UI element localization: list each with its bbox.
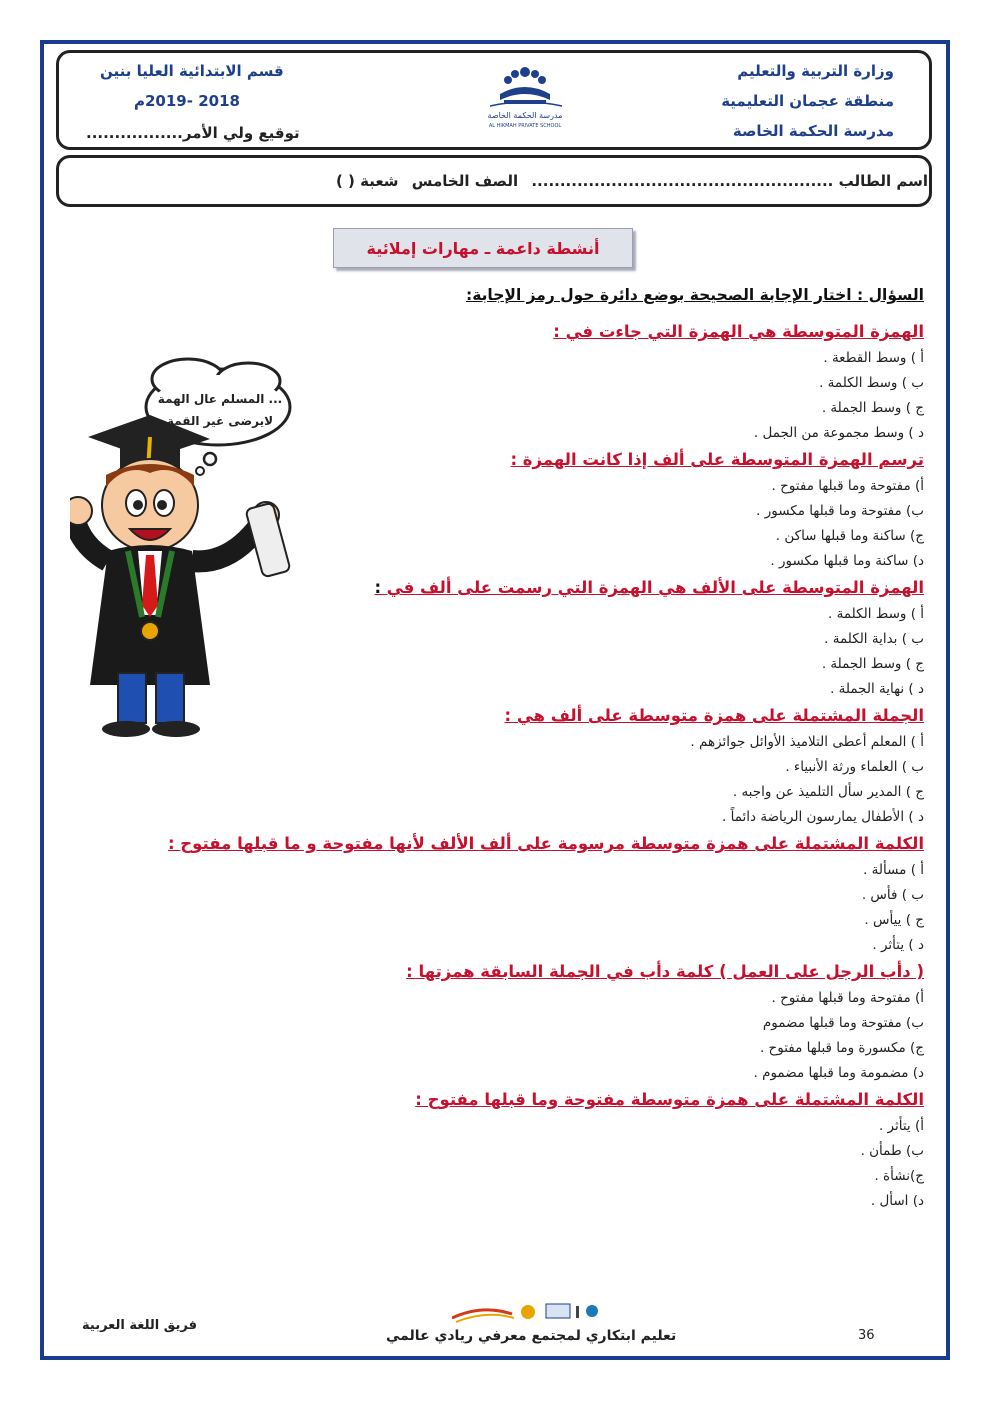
question-title: ترسم الهمزة المتوسطة على ألف إذا كانت الهمزة : xyxy=(510,450,924,469)
parent-signature: توقيع ولي الأمر................. xyxy=(86,124,300,142)
questions-list xyxy=(64,318,924,1214)
section-field[interactable]: شعبة ( ) xyxy=(335,172,399,190)
question-7 xyxy=(64,1086,924,1214)
option-b[interactable]: ب ) العلماء ورثة الأنبياء . xyxy=(785,759,924,775)
option-d[interactable]: د ) يتأثر . xyxy=(872,937,924,953)
option-b[interactable]: ب) طمأن . xyxy=(860,1143,924,1159)
question-6 xyxy=(64,958,924,1086)
bubble-line-1: المسلم عال الهمة ... xyxy=(157,392,283,406)
option-a[interactable]: أ ) وسط القطعة . xyxy=(823,350,924,366)
grade-label: الصف الخامس xyxy=(411,172,519,190)
question-1 xyxy=(64,318,924,446)
school-slogan: تعليم ابتكاري لمجتمع معرفي ريادي عالمي xyxy=(386,1328,677,1344)
logo-text-ar: مدرسة الحكمة الخاصة xyxy=(487,111,563,120)
option-b[interactable]: ب ) وسط الكلمة . xyxy=(819,375,924,391)
school-label: مدرسة الحكمة الخاصة xyxy=(732,122,894,140)
option-a[interactable]: أ ) المعلم أعطى التلاميذ الأوائل جوائزهم . xyxy=(690,734,924,750)
option-d[interactable]: د ) الأطفال يمارسون الرياضة دائماً . xyxy=(722,809,924,825)
option-c[interactable]: ج ) المدير سأل التلميذ عن واجبه . xyxy=(732,784,924,800)
question-5 xyxy=(64,830,924,958)
team-label: فريق اللغة العربية xyxy=(82,1318,197,1333)
page-number: 36 xyxy=(858,1328,875,1343)
student-name-field[interactable]: اسم الطالب ..................................................... xyxy=(531,172,928,190)
zone-label: منطقة عجمان التعليمية xyxy=(721,92,894,110)
question-title: الكلمة المشتملة على همزة متوسطة مرسومة على ألف الألف لأنها مفتوحة و ما قبلها مفتوح : xyxy=(167,834,924,853)
option-a[interactable]: أ ) مسألة . xyxy=(863,862,924,878)
question-title: ( دأب الرجل على العمل ) كلمة دأب في الجملة السابقة همزتها : xyxy=(406,962,924,981)
option-b[interactable]: ب ) بداية الكلمة . xyxy=(824,631,924,647)
instruction-text: السؤال : اختار الإجابة الصحيحة بوضع دائرة حول رمز الإجابة: xyxy=(466,286,924,304)
bubble-line-2: لايرضى غير القمة xyxy=(166,414,274,428)
option-c[interactable]: ج) مكسورة وما قبلها مفتوح . xyxy=(759,1040,924,1056)
option-d[interactable]: د) اسأل . xyxy=(870,1193,924,1209)
banner-title: أنشطة داعمة ـ مهارات إملائية xyxy=(366,238,600,258)
option-c[interactable]: ج ) وسط الجملة . xyxy=(821,400,924,416)
question-title: الكلمة المشتملة على همزة متوسطة مفتوحة وما قبلها مفتوح : xyxy=(415,1090,924,1109)
school-logo xyxy=(470,60,580,130)
option-c[interactable]: ج) ساكنة وما قبلها ساكن . xyxy=(775,528,924,544)
option-d[interactable]: د) ساكنة وما قبلها مكسور . xyxy=(770,553,924,569)
option-b[interactable]: ب ) فأس . xyxy=(861,887,924,903)
option-a[interactable]: أ) يتأثر . xyxy=(878,1118,924,1134)
option-d[interactable]: د ) نهاية الجملة . xyxy=(830,681,924,697)
option-a[interactable]: أ ) وسط الكلمة . xyxy=(828,606,924,622)
option-b[interactable]: ب) مفتوحة وما قبلها مكسور . xyxy=(756,503,924,519)
question-3 xyxy=(64,574,924,702)
partner-logos xyxy=(452,1300,612,1326)
department-label: قسم الابتدائية العليا بنين xyxy=(100,62,284,80)
question-title: الجملة المشتملة على همزة متوسطة على ألف هي : xyxy=(504,706,924,725)
student-info-line xyxy=(328,172,928,190)
option-d[interactable]: د) مضمومة وما قبلها مضموم . xyxy=(753,1065,924,1081)
activity-banner xyxy=(333,228,633,268)
option-c[interactable]: ج ) ييأس . xyxy=(864,912,924,928)
option-d[interactable]: د ) وسط مجموعة من الجمل . xyxy=(753,425,924,441)
option-a[interactable]: أ) مفتوحة وما قبلها مفتوح . xyxy=(771,478,924,494)
logo-text-en: AL HIKMAH PRIVATE SCHOOL xyxy=(488,123,562,129)
ministry-label: وزارة التربية والتعليم xyxy=(737,62,894,80)
year-label: 2018 -2019م xyxy=(134,92,240,110)
question-2 xyxy=(64,446,924,574)
option-b[interactable]: ب) مفتوحة وما قبلها مضموم xyxy=(762,1015,924,1031)
option-a[interactable]: أ) مفتوحة وما قبلها مفتوح . xyxy=(771,990,924,1006)
option-c[interactable]: ج)نشأة . xyxy=(874,1168,924,1184)
option-c[interactable]: ج ) وسط الجملة . xyxy=(821,656,924,672)
question-instruction xyxy=(466,286,924,304)
question-title: الهمزة المتوسطة على الألف هي الهمزة التي رسمت على ألف في : xyxy=(374,578,924,597)
question-title: الهمزة المتوسطة هي الهمزة التي جاءت في : xyxy=(553,322,924,341)
question-4 xyxy=(64,702,924,830)
